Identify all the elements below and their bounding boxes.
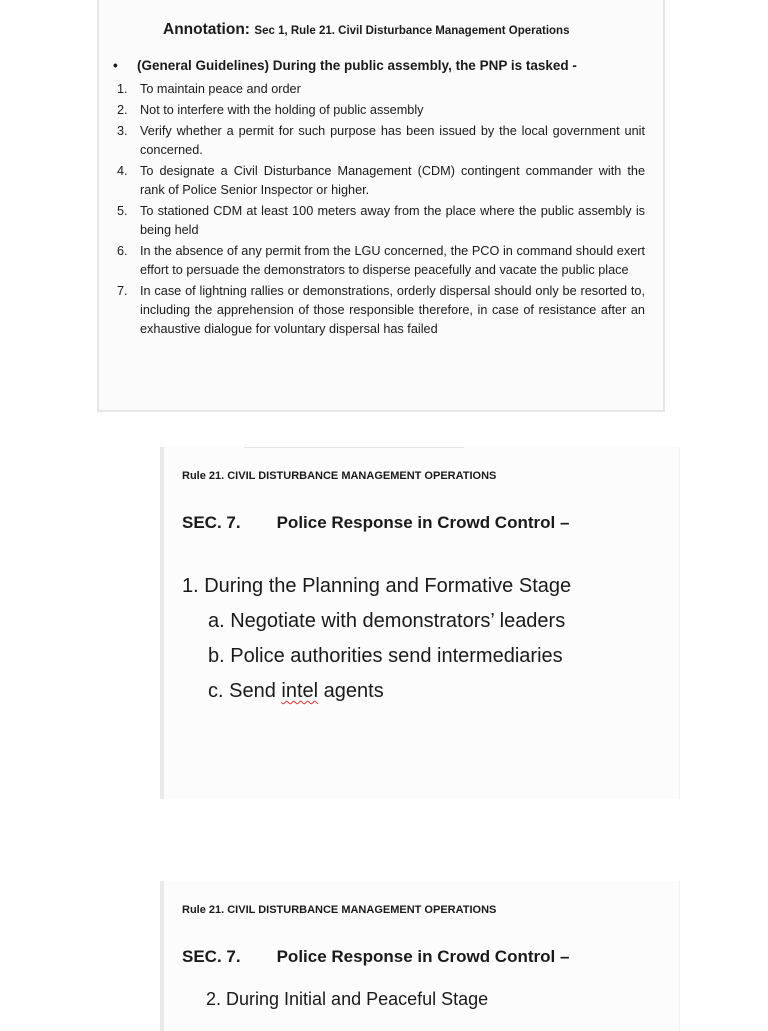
divider bbox=[244, 447, 464, 448]
item-text: Verify whether a permit for such purpose has been issued by the local government unit concerned. bbox=[140, 124, 645, 157]
list-item bbox=[117, 242, 645, 280]
crowd-control-slide-1 bbox=[160, 447, 680, 799]
annotation-label: Annotation: bbox=[163, 21, 250, 38]
list-item bbox=[117, 122, 645, 160]
rule-heading: Rule 21. CIVIL DISTURBANCE MANAGEMENT OPERATIONS bbox=[182, 470, 497, 482]
item-text: In the absence of any permit from the LGU concerned, the PCO in command should exert effort to persuade the demonstrators to disperse peacefully and vacate the public place bbox=[140, 244, 645, 277]
sub-item-c-prefix: c. Send bbox=[208, 680, 282, 702]
list-item bbox=[117, 101, 645, 120]
list-item bbox=[117, 162, 645, 200]
sub-item-a: a. Negotiate with demonstrators’ leaders bbox=[208, 610, 566, 632]
sub-item-c-suffix: agents bbox=[318, 680, 384, 702]
item-text: To maintain peace and order bbox=[140, 82, 301, 96]
item-number: 4. bbox=[117, 164, 128, 178]
bullet-icon: • bbox=[113, 58, 118, 73]
item-number: 2. bbox=[117, 103, 128, 117]
guidelines-text: (General Guidelines) During the public assembly, the PNP is tasked - bbox=[137, 58, 577, 73]
item-text: To designate a Civil Disturbance Management (CDM) contingent commander with the rank of Police Senior Inspector or higher. bbox=[140, 164, 645, 197]
section-heading bbox=[182, 513, 569, 533]
section-title: Police Response in Crowd Control – bbox=[276, 513, 570, 532]
item-number: 6. bbox=[117, 244, 128, 258]
item-text: To stationed CDM at least 100 meters away from the place where the public assembly is being held bbox=[140, 204, 645, 237]
rule-heading: Rule 21. CIVIL DISTURBANCE MANAGEMENT OPERATIONS bbox=[182, 904, 497, 916]
annotation-slide bbox=[97, 0, 665, 412]
stage-heading: 1. During the Planning and Formative Stage bbox=[182, 575, 572, 597]
item-number: 3. bbox=[117, 124, 128, 138]
item-number: 1. bbox=[117, 82, 128, 96]
section-number: SEC. 7. bbox=[182, 947, 241, 966]
sub-item-c bbox=[208, 680, 384, 703]
crowd-control-slide-2 bbox=[160, 881, 680, 1031]
list-item bbox=[117, 80, 645, 99]
list-item bbox=[117, 282, 645, 339]
spellcheck-word: intel bbox=[281, 680, 319, 702]
section-heading bbox=[182, 947, 569, 967]
sub-item-b: b. Police authorities send intermediaries bbox=[208, 645, 563, 667]
item-text: In case of lightning rallies or demonstrations, orderly dispersal should only be resorted to, including the apprehension of those responsible therefore, in case of resistance after an exhaustive dialogue for voluntary dispersal has failed bbox=[140, 284, 645, 336]
general-guidelines bbox=[113, 58, 577, 73]
item-number: 5. bbox=[117, 204, 128, 218]
section-number: SEC. 7. bbox=[182, 513, 241, 532]
section-title: Police Response in Crowd Control – bbox=[276, 947, 570, 966]
stage-heading: 2. During Initial and Peaceful Stage bbox=[206, 989, 489, 1009]
guidelines-list bbox=[117, 80, 645, 341]
item-number: 7. bbox=[117, 284, 128, 298]
item-text: Not to interfere with the holding of public assembly bbox=[140, 103, 424, 117]
list-item bbox=[117, 202, 645, 240]
annotation-subtitle: Sec 1, Rule 21. Civil Disturbance Management Operations bbox=[254, 25, 570, 37]
annotation-title bbox=[163, 21, 569, 39]
